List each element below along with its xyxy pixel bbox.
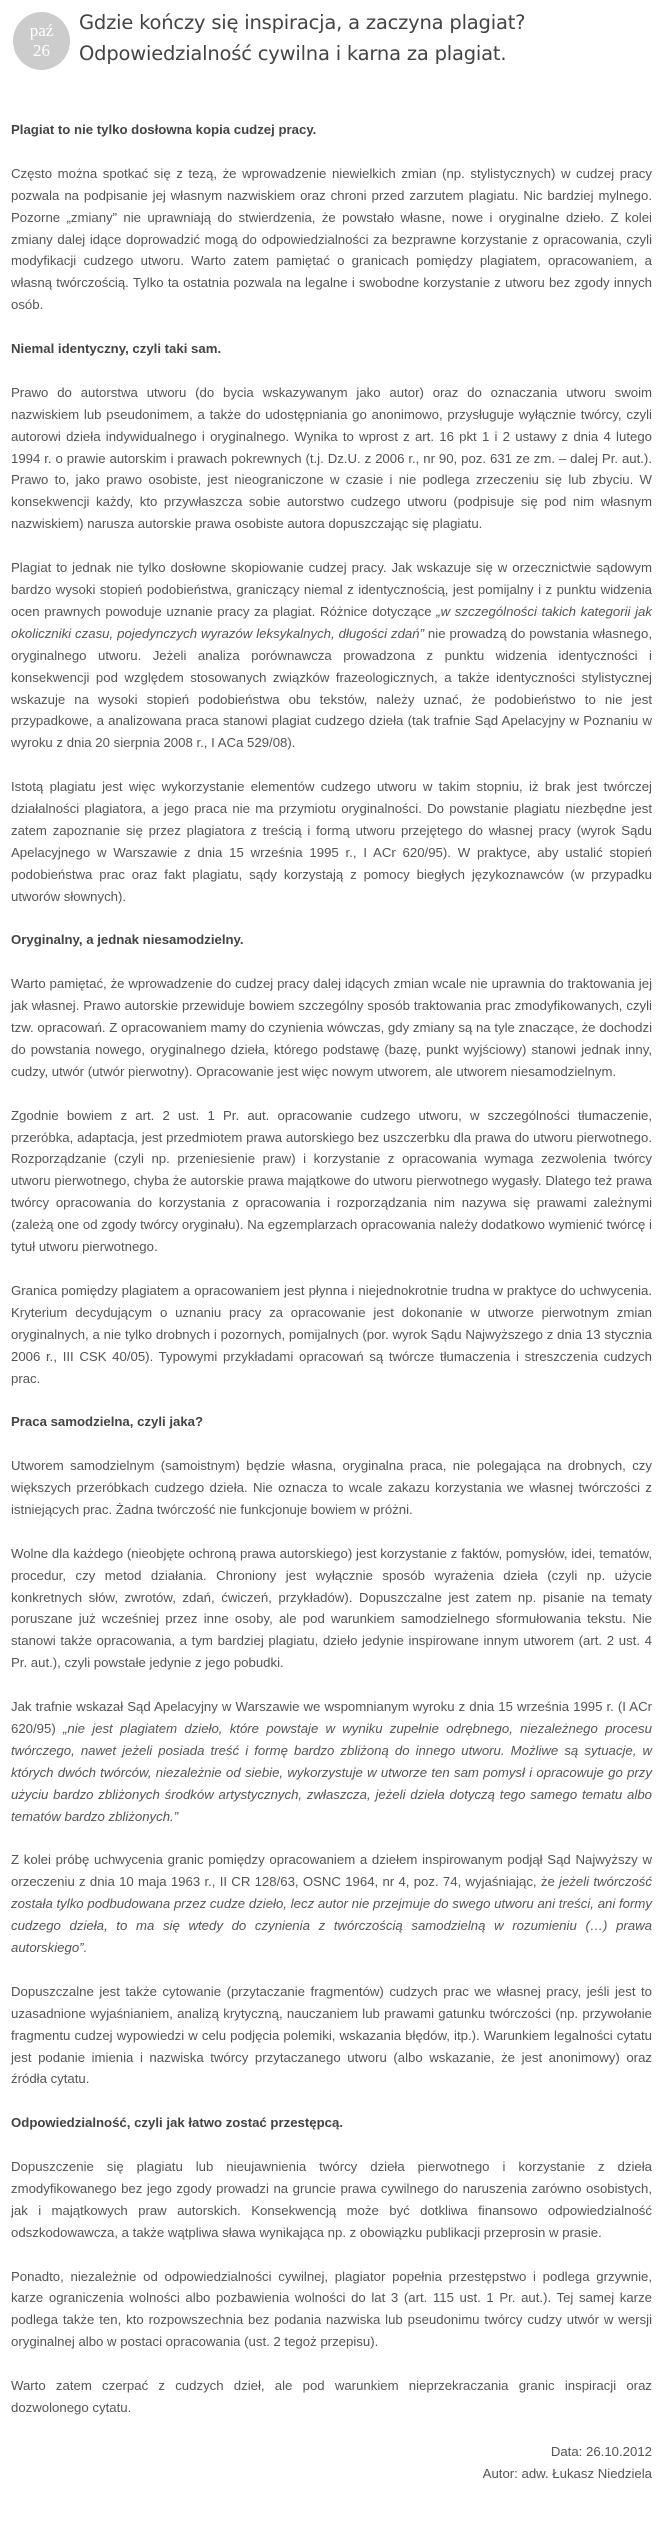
post-header [0,0,664,100]
paragraph: Wolne dla każdego (nieobjęte ochroną prawa autorskiego) jest korzystanie z faktów, pomysłów, idei, tematów, procedur, czy metod działania. Chroniony jest wyłącznie sposób wyrażenia dzieła (czyli np. użycie konkretnych słów, zwrotów, zdań, ćwiczeń, przykładów). Dopuszczalne jest zatem np. pisanie na tematy poruszane już wcześniej przez inne osoby, ale pod warunkiem samodzielnego sformułowania tekstu. Nie stanowi także opracowania, a tym bardziej plagiatu, dzieło jedynie inspirowane innym utworem (art. 2 ust. 4 Pr. aut.), czyli powstałe jedynie z jego pobudki. [11,1545,652,1671]
quotation: „nie jest plagiatem dzieło, które powstaje w wyniku zupełnie odrębnego, niezależnego procesu twórczego, nawet jeżeli posiada treść i formę bardzo zbliżoną do innego utworu. Możliwe są sytuacje, w których dwóch twórców, niezależnie od siebie, wykorzystuje w utworze ten sam pomysł i opracowuje go przy użyciu bardzo zbliżonych środków artystycznych, zwłaszcza, jeżeli dzieła dotyczą tego samego tematu albo tematów bardzo zbliżonych.” [11,1720,652,1824]
paragraph [11,1696,652,1827]
date-badge-month: paź [29,21,54,40]
section-heading: Plagiat to nie tylko dosłowna kopia cudzej pracy. [11,122,317,137]
section-heading: Praca samodzielna, czyli jaka? [11,1414,204,1430]
post-author: Autor: adw. Łukasz Niedziela [482,2465,652,2481]
paragraph-text: Z kolei próbę uchwycenia granic pomiędzy opracowaniem a dziełem inspirowanym podjął Sąd Najwyższy w orzeczeniu z dnia 10 maja 1963 r., II CR 128/63, OSNC 1964, nr 4, poz. 74, wyjaśniając, że [11,1852,652,1890]
paragraph: Prawo do autorstwa utworu (do bycia wskazywanym jako autor) oraz do oznaczania utworu swoim nazwiskiem lub pseudonimem, a także do udostępniania go anonimowo, przysługuje wyłącznie twórcy, czyli autorowi dzieła indywidualnego i oryginalnego. Wynika to wprost z art. 16 pkt 1 i 2 ustawy z dnia 4 lutego 1994 r. o prawie autorskim i prawach pokrewnych (t.j. Dz.U. z 2006 r., nr 90, poz. 631 ze zm. – dalej Pr. aut.). Prawo to, jako prawo osobiste, jest nieograniczone w czasie i nie podlega zrzeczeniu się lub zbyciu. W konsekwencji każdy, kto przywłaszcza sobie autorstwo cudzego utworu (podpisuje się pod nim własnym nazwiskiem) narusza autorskie prawa osobiste autora dopuszczając się plagiatu. [11,384,652,532]
paragraph: Granica pomiędzy plagiatem a opracowaniem jest płynna i niejednokrotnie trudna w praktyce do uchwycenia. Kryterium decydującym o uznaniu pracy za opracowanie jest dokonanie w utworze pierwotnym zmian oryginalnych, a nie tylko drobnych i pozornych, pomijalnych (por. wyrok Sądu Najwyższego z dnia 13 stycznia 2006 r., III CSK 40/05). Typowymi przykładami opracowań są twórcze tłumaczenia i streszczenia cudzych prac. [11,1282,652,1386]
paragraph: Zgodnie bowiem z art. 2 ust. 1 Pr. aut. opracowanie cudzego utworu, w szczególności tłumaczenie, przeróbka, adaptacja, jest przedmiotem prawa autorskiego bez uszczerbku dla prawa do utworu pierwotnego. Rozporządzanie (czyli np. przeniesienie praw) i korzystanie z opracowania wymaga zezwolenia twórcy utworu pierwotnego, chyba że autorskie prawa majątkowe do utworu pierwotnego wygasły. Dlatego też prawa twórcy opracowania do korzystania z opracowania i rozporządzania nim nazywa się prawami zależnymi (zależą one od zgody twórcy oryginału). Na egzemplarzach opracowania należy dodatkowo wymienić twórcę i tytuł utworu pierwotnego. [11,1107,652,1255]
paragraph-text: Jak trafnie wskazał Sąd Apelacyjny w Warszawie we wspomnianym wyroku z dnia 15 września 1995 r. (I ACr 620/95) [11,1699,652,1736]
paragraph [11,1849,652,1959]
paragraph-text: Plagiat to jednak nie tylko dosłowne skopiowanie cudzej pracy. Jak wskazuje się w orzecznictwie sądowym bardzo wysoki stopień podobieństwa, graniczący niemal z identycznością, jest pomijalny i z punktu widzenia ocen prawnych powoduje uznanie pracy za plagiat. Różnice dotyczące [11,560,652,619]
quotation: „w szczególności takich kategorii jak okoliczniki czasu, pojedynczych wyrazów leksykalnych, długości zdań” [11,603,652,641]
paragraph: Istotą plagiatu jest więc wykorzystanie elementów cudzego utworu w takim stopniu, iż brak jest twórczej działalności plagiatora, a jego praca nie ma przymiotu oryginalności. Do powstanie plagiatu niezbędne jest zatem zapoznanie się przez plagiatora z treścią i formą utworu przejętego do własnej pracy (wyrok Sądu Apelacyjnego w Warszawie z dnia 15 września 1995 r., I ACr 620/95). W praktyce, aby ustalić stopień podobieństwa prac oraz fakt plagiatu, sądy korzystają z pomocy biegłych językoznawców (w przypadku utworów słownych). [11,779,652,904]
paragraph-text: nie prowadzą do powstania własnego, oryginalnego utworu. Jeżeli analiza porównawcza prowadzona z punktu widzenia identyczności i konsekwencji pod względem stosowanych związków frazeologicznych, a także identyczności stylistycznej wskazuje na wysoki stopień podobieństwa obu tekstów, należy uznać, że podobieństwo to nie jest przypadkowe, a analizowana praca stanowi plagiat cudzego dzieła (tak trafnie Sąd Apelacyjny w Poznaniu w wyroku z dnia 20 sierpnia 2008 r., I ACa 529/08). [11,625,652,751]
post-title [79,7,659,69]
post-title-line2: Odpowiedzialność cywilna i karna za plagiat. [79,42,507,65]
paragraph: Warto pamiętać, że wprowadzenie do cudzej pracy dalej idących zmian wcale nie uprawnia do traktowania jej jak własnej. Prawo autorskie przewiduje bowiem szczególny sposób traktowania prac zmodyfikowanych, czyli tzw. opracowań. Z opracowaniem mamy do czynienia wówczas, gdy zmiany są na tyle znaczące, że dochodzi do powstania nowego, oryginalnego dzieła, którego podstawę (bazę, punkt wyjściowy) stanowi jednak inny, cudzy, utwór (utwór pierwotny). Opracowanie jest więc nowym utworem, ale utworem niesamodzielnym. [11,976,652,1079]
paragraph: Często można spotkać się z tezą, że wprowadzenie niewielkich zmian (np. stylistycznych) w cudzej pracy pozwala na podpisanie jej własnym nazwiskiem oraz chroni przed zarzutem plagiatu. Nic bardziej mylnego. Pozorne „zmiany” nie uprawniają do stwierdzenia, że powstało własne, nowe i oryginalne dzieło. Z kolei zmiany dalej idące doprowadzić mogą do odpowiedzialności za bezprawne korzystanie z opracowania, czyli modyfikacji cudzego utworu. Warto zatem pamiętać o granicach pomiędzy plagiatem, opracowaniem, a własną twórczością. Tylko ta ostatnia pozwala na legalne i swobodne korzystanie z utworu bez zgody innych osób. [11,165,652,313]
section-heading: Odpowiedzialność, czyli jak łatwo zostać przestępcą. [11,2115,343,2131]
section-heading: Oryginalny, a jednak niesamodzielny. [11,932,244,948]
paragraph: Dopuszczenie się plagiatu lub nieujawnienia twórcy dzieła pierwotnego i korzystanie z dzieła zmodyfikowanego bez jego zgody prowadzi na gruncie prawa cywilnego do naruszenia zarówno osobistych, jak i majątkowych praw autorskich. Konsekwencją może być dotkliwa finansowo odpowiedzialność odszkodowawcza, a także wątpliwa sława wynikająca np. z obowiązku publikacji przeprosin w prasie. [11,2159,652,2240]
date-badge-day: 26 [33,41,50,60]
paragraph [11,557,652,754]
post-date: Data: 26.10.2012 [550,2443,652,2459]
paragraph: Dopuszczalne jest także cytowanie (przytaczanie fragmentów) cudzych prac we własnej pracy, jeśli jest to uzasadnione wyjaśnianiem, analizą krytyczną, nauczaniem lub prawami gatunku twórczości (np. przywołanie fragmentu cudzej wypowiedzi w celu podjęcia polemiki, wskazania błędów, itp.). Warunkiem legalności cytatu jest podanie imienia i nazwiska twórcy przytaczanego utworu (albo wskazanie, że jest anonimowy) oraz źródła cytatu. [11,1983,652,2087]
quotation: jeżeli twórczość została tylko podbudowana przez cudze dzieło, lecz autor nie przejmuje do swego utworu ani treści, ani formy cudzego dzieła, to ma się wtedy do czynienia z twórczością samodzielną w rozumieniu (…) prawa autorskiego”. [11,1874,652,1955]
paragraph: Warto zatem czerpać z cudzych dzieł, ale pod warunkiem nieprzekraczania granic inspiracji oraz dozwolonego cytatu. [11,2378,652,2415]
article-body [11,119,652,2485]
post-title-line1: Gdzie kończy się inspiracja, a zaczyna plagiat? [79,11,526,34]
date-badge [13,12,70,70]
section-heading: Niemal identyczny, czyli taki sam. [11,341,222,357]
paragraph: Utworem samodzielnym (samoistnym) będzie własna, oryginalna praca, nie polegająca na drobnych, czy większych przeróbkach cudzego dzieła. Nie oznacza to wcale zakazu korzystania we własnej twórczości z istniejących prac. Żadna twórczość nie funkcjonuje bowiem w próżni. [11,1458,652,1517]
paragraph: Ponadto, niezależnie od odpowiedzialności cywilnej, plagiator popełnia przestępstwo i podlega grzywnie, karze ograniczenia wolności albo pozbawienia wolności do lat 3 (art. 115 ust. 1 Pr. aut.). Tej samej karze podlega także ten, kto rozpowszechnia bez podania nazwiska lub pseudonimu twórcy cudzy utwór w wersji oryginalnej albo w postaci opracowania (ust. 2 tegoż przepisu). [11,2268,652,2350]
